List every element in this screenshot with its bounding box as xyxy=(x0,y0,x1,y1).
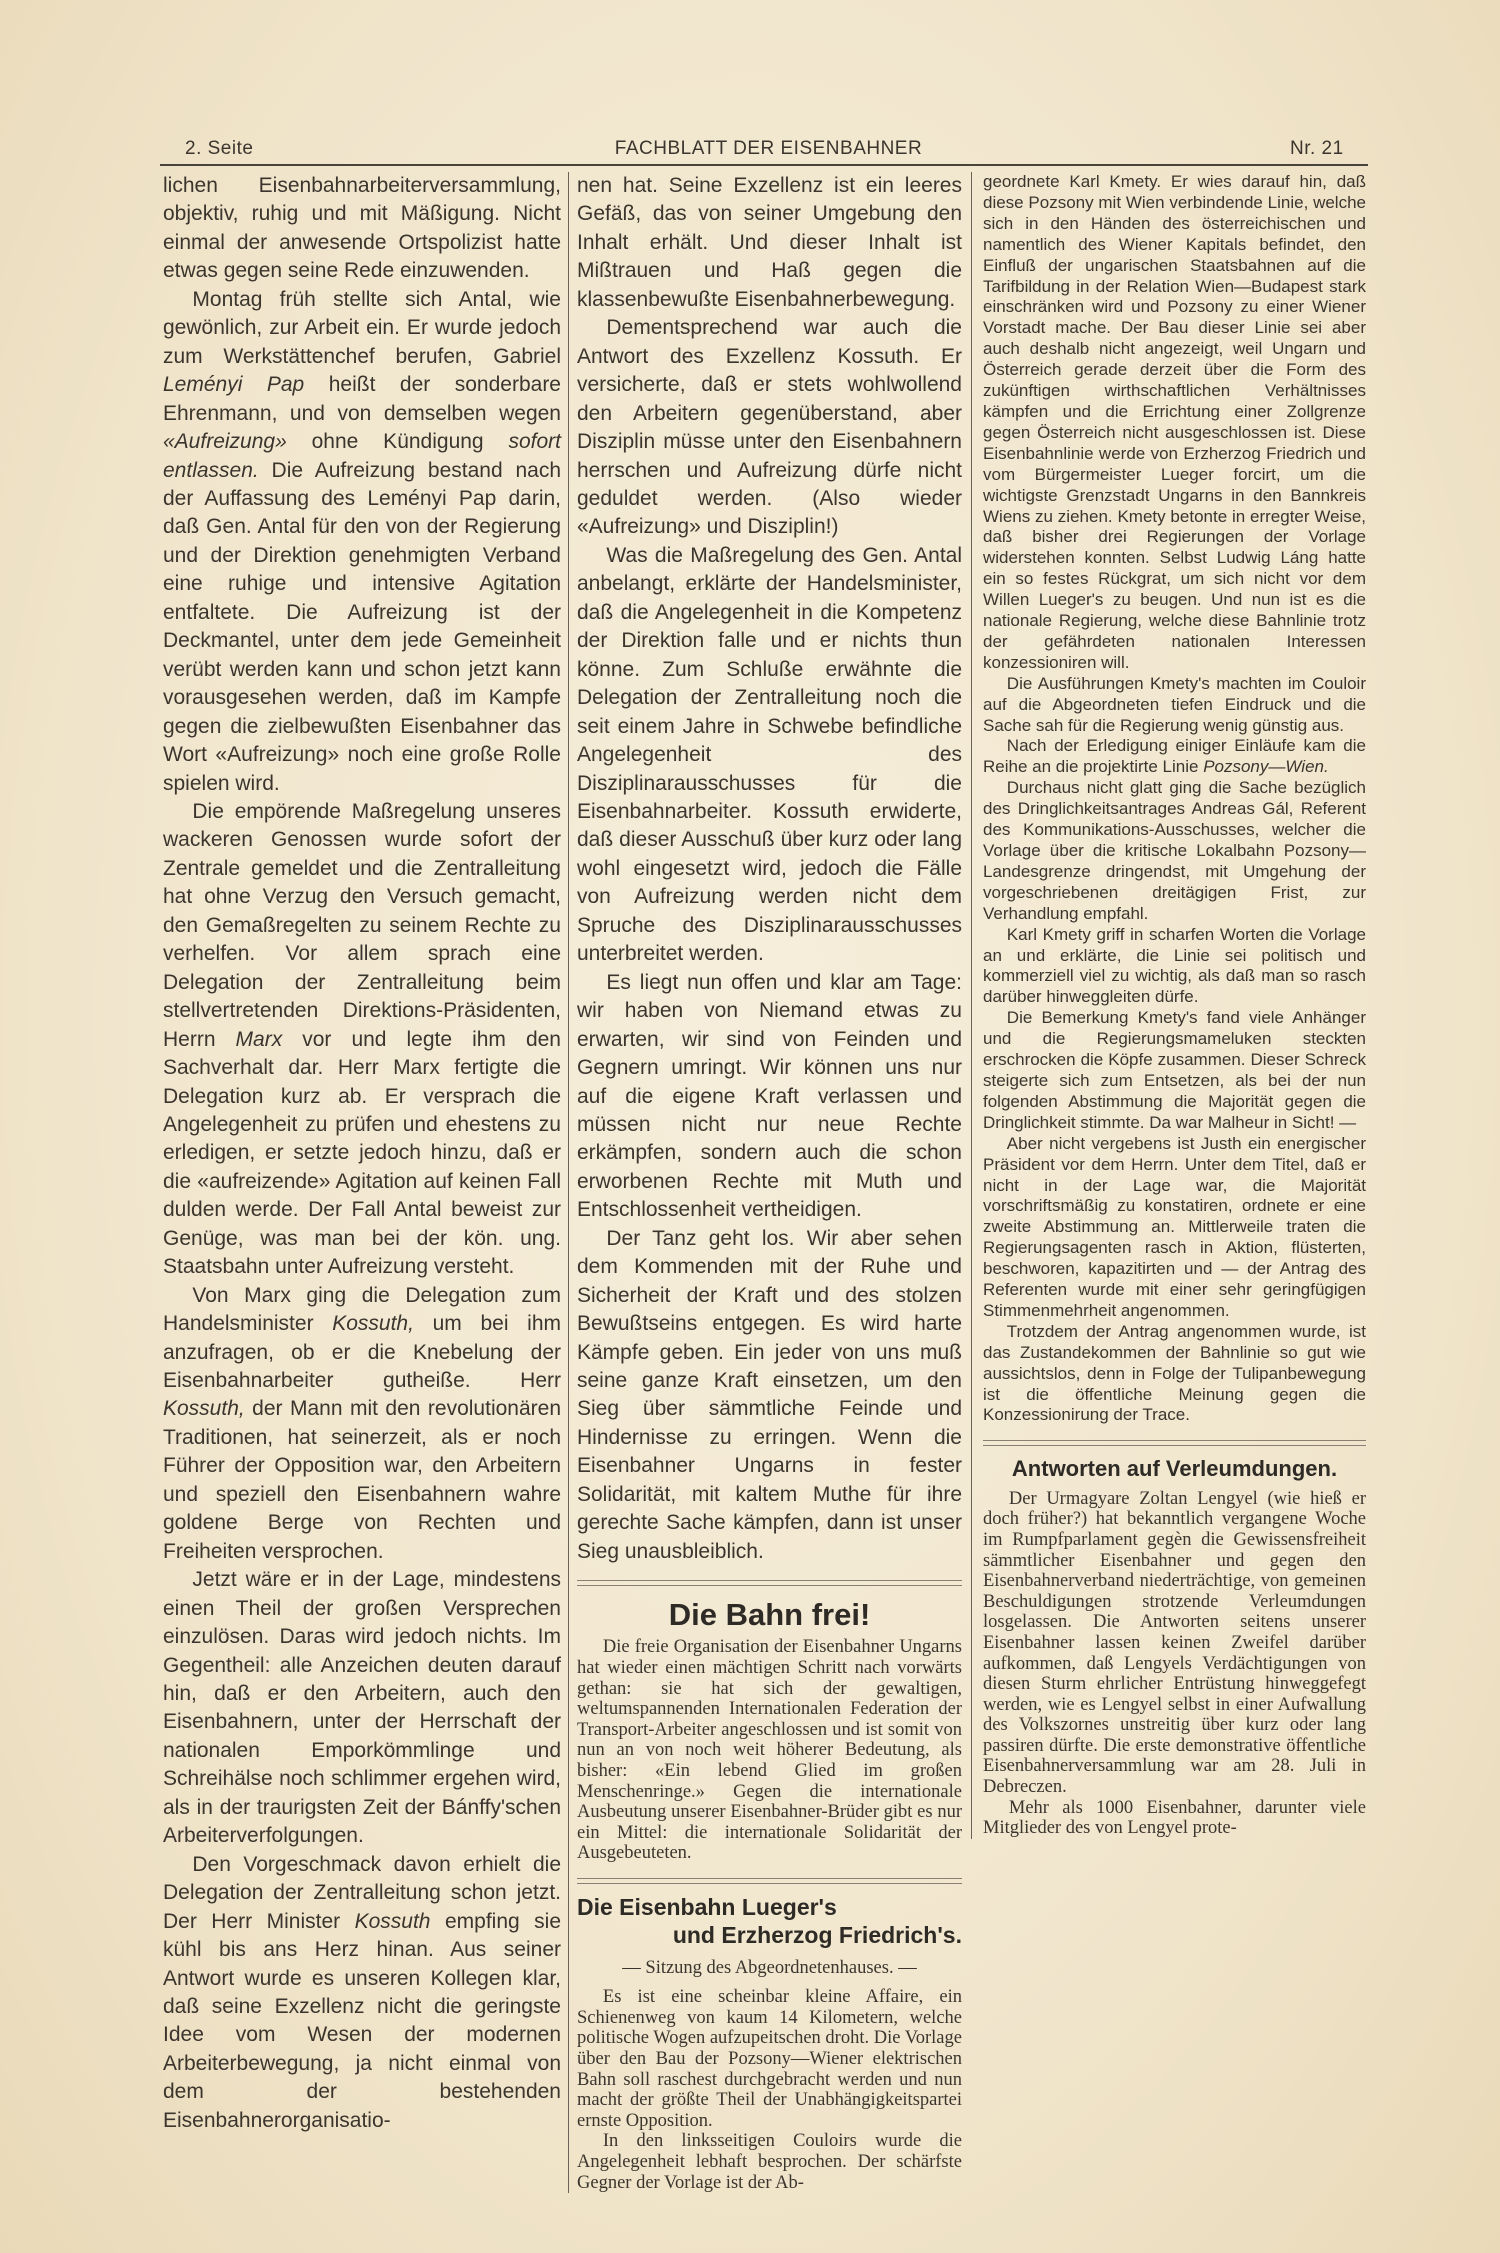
text-run: Montag früh stellte sich Antal, wie gewönlich, zur Arbeit ein. Er wurde jedoch zum Werkstättenchef berufen, Gabriel xyxy=(163,287,561,368)
lueger-subtitle: — Sitzung des Abgeordnetenhauses. — xyxy=(622,1958,917,1979)
newspaper-title: FACHBLATT DER EISENBAHNER xyxy=(614,138,923,159)
text-run: Den Vorgeschmack davon erhielt die Delegation der Zentralleitung schon jetzt. Der Herr Minister xyxy=(163,1852,561,1933)
text-run: In den linksseitigen Couloirs wurde die Angelegenheit lebhaft besprochen. Der schärfste Gegner der Vorlage ist der Ab- xyxy=(577,2131,962,2193)
section-rule xyxy=(983,1440,1366,1446)
lueger-heading-line1: Die Eisenbahn Lueger's xyxy=(577,1893,837,1920)
article-column-3 xyxy=(983,172,1366,1426)
page-number: 2. Seite xyxy=(185,138,254,159)
text-run: Der Tanz geht los. Wir aber sehen dem Kommenden mit der Ruhe und Sicherheit der Kraft und des stolzen Bewußtseins entgegen. Es wird harte Kämpfe geben. Ein jeder von uns muß seine ganze Kraft einsetzen, um den Sieg über sämmtliche Feinde und Hindernisse zu erringen. Wenn die Eisenbahner Ungarns in fester Solidarität, mit kaltem Muthe für ihre gerechte Sache kämpfen, dann ist unser Sieg unausbleiblich. xyxy=(577,1226,962,1563)
emphasized-text: Kossuth, xyxy=(332,1312,414,1336)
text-run: Nach der Erledigung einiger Einläufe kam die Reihe an die projektirte Linie xyxy=(983,736,1366,777)
paragraph xyxy=(577,1637,962,1864)
paragraph xyxy=(983,736,1366,778)
text-run: geordnete Karl Kmety. Er wies darauf hin, daß diese Pozsony mit Wien verbindende Linie, welche sich in den Händen des österreichischen und namentlich des Wiener Kapitals befindet, den Einfluß der ungarischen Staatsbahnen auf die Tarifbildung in der Relation Wien—Budapest stark einschränken wird und Pozsony zu einer Wiener Vorstadt mache. Der Bau dieser Linie sei aber auch deshalb nicht angezeigt, weil Ungarn und Österreich gerade derzeit über die Form des zukünftigen wirthschaftlichen Verhältnisses kämpfen und die Errichtung einer Zollgrenze gegen Österreich nicht ausgeschlossen ist. Diese Eisenbahnlinie werde von Erzherzog Friedrich und vom Bürgermeister Lueger forcirt, um die wichtigste Grenzstadt Ungarns in den Bannkreis Wiens zu ziehen. Kmety betonte in erregter Weise, daß bisher drei Regierungen der Vorlage widerstehen konnten. Selbst Ludwig Láng hatte ein so festes Rückgrat, um sich nicht vor dem Willen Lueger's zu beugen. Und nun ist es die nationale Regierung, welche diese Bahnlinie trotz der gefährdeten nationalen Interessen konzessioniren will. xyxy=(983,172,1366,672)
page-columns xyxy=(163,0,1367,2253)
paragraph xyxy=(163,1566,561,1851)
emphasized-text: «Aufreizung» xyxy=(163,430,287,454)
paragraph xyxy=(163,172,561,286)
emphasized-text: Marx xyxy=(235,1027,283,1051)
paragraph xyxy=(983,1322,1366,1427)
text-run: Von Marx ging die Delegation zum Handelsminister xyxy=(163,1283,561,1336)
paragraph xyxy=(163,1282,561,1567)
text-run: Dementsprechend war auch die Antwort des Exzellenz Kossuth. Er versicherte, daß er stets wohlwollend den Arbeitern gegenüberstand, aber Disziplin müsse unter den Eisenbahnern herrschen und Aufreizung dürfe nicht geduldet werden. (Also wieder «Aufreizung» und Disziplin!) xyxy=(577,316,962,539)
text-run: Jetzt wäre er in der Lage, mindestens einen Theil der großen Versprechen einzulösen. Daras wird jedoch nichts. Im Gegentheil: alle Anzeichen deuten darauf hin, daß er den Arbeitern, auch den Eisenbahnern, unter der Herrschaft der nationalen Emporkömmlinge und Schreihälse noch schlimmer ergehen wird, als in der traurigsten Zeit der Bánffy'schen Arbeiterverfolgungen. xyxy=(163,1568,561,1848)
paragraph xyxy=(983,1134,1366,1322)
text-run: Aber nicht vergebens ist Justh ein energischer Präsident vor dem Herrn. Unter dem Titel, daß er nicht in der Lage war, die Majorität vorschriftsmäßig zu konstatiren, ordnete er eine zweite Abstimmung an. Mittlerweile traten die Regierungsagenten rasch in Aktion, flüsterten, beschworen, kapazitirten und — der Antrag des Referenten wurde mit einer sehr geringfügigen Stimmenmehrheit angenommen. xyxy=(983,1133,1366,1320)
text-run: Die Bemerkung Kmety's fand viele Anhänger und die Regierungsmameluken steckten erschrocken die Köpfe zusammen. Dieser Schreck steigerte sich zum Entsetzen, als bei der nun folgenden Abstimmung die Majorität gegen die Dringlichkeit stimmte. Da war Malheur in Sicht! — xyxy=(983,1008,1366,1132)
paragraph xyxy=(577,542,962,969)
lueger-article xyxy=(577,1987,962,2193)
text-run: der Mann mit den revolutionären Traditionen, hat seinerzeit, als er noch Führer der Opposition war, den Arbeitern und speziell den Eisenbahnern wahre goldene Berge von Rechten und Freiheiten versprochen. xyxy=(163,1397,561,1563)
paragraph xyxy=(983,925,1366,1009)
paragraph xyxy=(577,2131,962,2193)
lueger-heading-line2: und Erzherzog Friedrich's. xyxy=(672,1921,962,1948)
text-run: Was die Maßregelung des Gen. Antal anbelangt, erklärte der Handelsminister, daß die Angelegenheit in die Kompetenz der Direktion falle und er nichts thun könne. Zum Schluße erwähnte die Delegation der Zentralleitung noch die seit einem Jahre in Schwebe befindliche Angelegenheit des Disziplinarausschusses für die Eisenbahnarbeiter. Kossuth erwiderte, daß dieser Ausschuß über kurz oder lang wohl eingesetzt wird, jedoch die Fälle von Aufreizung werden nicht dem Spruche des Disziplinarausschusses unterbreitet werden. xyxy=(577,543,962,966)
text-run: vor und legte ihm den Sachverhalt dar. Herr Marx fertigte die Delegation kurz ab. Er versprach die Angelegenheit zu prüfen und ehestens zu erledigen, er setzte jedoch hinzu, daß er die «aufreizende» Agitation auf keinen Fall dulden werde. Der Fall Antal beweist zur Genüge, was man bei der kön. ung. Staatsbahn unter Aufreizung versteht. xyxy=(163,1027,561,1279)
paragraph xyxy=(577,969,962,1225)
bahn-frei-heading: Die Bahn frei! xyxy=(668,1597,871,1633)
text-run: Die freie Organisation der Eisenbahner Ungarns hat wieder einen mächtigen Schritt nach vorwärts gethan: sie hat sich der gewaltigen, weltumspannenden Internationalen Federation der Transport-Arbeiter angeschlossen und ist somit von nun an von noch weit höherer Bedeutung, als bisher: «Ein lebend Glied im großen Menschenringe.» Gegen die internationale Ausbeutung unserer Eisenbahner-Brüder gibt es nur ein Mittel: die internationale Solidarität der Ausgebeuteten. xyxy=(577,1637,962,1864)
emphasized-text: sofort entlassen. xyxy=(163,430,561,482)
bahn-frei-article xyxy=(577,1637,962,1864)
paragraph xyxy=(983,172,1366,674)
paragraph xyxy=(577,172,962,314)
emphasized-text: Kossuth xyxy=(354,1909,431,1933)
text-run: Die Aufreizung bestand nach der Auffassung des Leményi Pap darin, daß Gen. Antal für den von der Regierung und der Direktion genehmigten Verband eine ruhige und intensive Agitation entfaltete. Die Aufreizung ist der Deckmantel, unter dem jede Gemeinheit verübt werden kann und schon jetzt kann vorausgesehen werden, daß im Kampfe gegen die zielbewußten Eisenbahner das Wort «Aufreizung» noch eine große Rolle spielen wird. xyxy=(163,458,561,795)
paragraph xyxy=(983,1008,1366,1133)
column-2 xyxy=(568,172,971,2193)
paragraph xyxy=(163,798,561,1282)
text-run: ohne Kündigung xyxy=(286,430,509,454)
column-1 xyxy=(163,172,568,2135)
paragraph xyxy=(983,1798,1366,1839)
text-run: Trotzdem der Antrag angenommen wurde, ist das Zustandekommen der Bahnlinie so gut wie aussichtslos, denn in Folge der Tulipanbewegung ist die öffentliche Meinung gegen die Konzessionirung der Trace. xyxy=(983,1321,1366,1425)
emphasized-text: Pozsony—Wien. xyxy=(1203,757,1329,777)
antworten-heading: Antworten auf Verleumdungen. xyxy=(1011,1456,1338,1482)
text-run: Der Urmagyare Zoltan Lengyel (wie hieß er doch früher?) hat bekanntlich vergangene Woche im Rumpfparlament gegèn die Gewissensfreiheit sämmtlicher Eisenbahner und gegen den Eisenbahnerverband niederträchtige, von gemeinen Beschuldigungen strotzende Verleumdungen losgelassen. Die Antworten seitens unserer Eisenbahner lassen keinen Zweifel darüber aufkommen, daß Lengyels Verdächtigungen von diesen Sturm ehrlicher Entrüstung hinweggefegt werden, wie es Lengyel selbst in einer Aufwallung des Volkszornes unstreitig über kurz oder lang passiren dürfte. Die erste demonstrative öffentliche Eisenbahnerversammlung war am 28. Juli in Debreczen. xyxy=(983,1488,1366,1798)
paragraph xyxy=(163,286,561,798)
text-run: Mehr als 1000 Eisenbahner, darunter viele Mitglieder des von Lengyel prote- xyxy=(983,1797,1366,1839)
text-run: Durchaus nicht glatt ging die Sache bezüglich des Dringlichkeitsantrages Andreas Gál, Referent des Kommunikations-Ausschusses, welcher die Vorlage über die kritische Lokalbahn Pozsony—Landesgrenze dringendst, mit Umgehung der vorgeschriebenen dreitägigen Frist, zur Verhandlung empfahl. xyxy=(983,778,1366,923)
paragraph xyxy=(983,778,1366,924)
text-run: Es ist eine scheinbar kleine Affaire, ein Schienenweg von kaum 14 Kilometern, welche politische Wogen aufzupeitschen droht. Die Vorlage über den Bau der Pozsony—Wiener elektrischen Bahn soll raschest durchgebracht werden und nun macht der größte Theil der Unabhängigkeitspartei ernste Opposition. xyxy=(577,1987,962,2131)
text-run: Die Ausführungen Kmety's machten im Couloir auf die Abgeordneten tiefen Eindruck und die Sache sah für die Regierung wenig günstig aus. xyxy=(983,673,1366,735)
section-rule xyxy=(577,1878,962,1884)
section-rule xyxy=(577,1580,962,1586)
paragraph xyxy=(983,674,1366,737)
text-run: heißt der sonderbare Ehrenmann, und von demselben wegen xyxy=(163,373,561,425)
paragraph xyxy=(983,1489,1366,1798)
text-run: empfing sie kühl bis ans Herz hinan. Aus seiner Antwort wurde es unseren Kollegen klar, daß seine Exzellenz nicht die geringste Idee vom Wesen der modernen Arbeiterbewegung, ja nicht einmal von dem der bestehenden Eisenbahnerorganisatio- xyxy=(163,1909,561,2132)
text-run: Es liegt nun offen und klar am Tage: wir haben von Niemand etwas zu erwarten, wir sind von Feinden und Gegnern umringt. Wir können uns nur auf die eigene Kraft verlassen und müssen nicht nur neue Rechte erkämpfen, sondern auch die schon erworbenen Rechte mit Muth und Entschlossenheit vertheidigen. xyxy=(577,970,962,1222)
text-run: Die empörende Maßregelung unseres wackeren Genossen wurde sofort der Zentrale gemeldet und die Zentralleitung hat ohne Verzug den Versuch gemacht, den Gemaßregelten zu seinem Rechte zu verhelfen. Vor allem sprach eine Delegation der Zentralleitung beim stellvertretenden Direktions-Präsidenten, Herrn xyxy=(163,799,561,1051)
paragraph xyxy=(163,1851,561,2136)
text-run: lichen Eisenbahnarbeiterversammlung, objektiv, ruhig und mit Mäßigung. Nicht einmal der anwesende Ortspolizist hatte etwas gegen seine Rede einzuwenden. xyxy=(163,174,561,283)
text-run: um bei ihm anzufragen, ob er die Knebelung der Eisenbahnarbeiter gutheiße. Herr xyxy=(163,1312,561,1393)
article-column-1 xyxy=(163,172,561,2135)
paragraph xyxy=(577,1987,962,2131)
column-3 xyxy=(971,172,1366,1839)
antworten-article xyxy=(983,1489,1366,1839)
paragraph xyxy=(577,1225,962,1566)
paragraph xyxy=(577,314,962,542)
issue-number: Nr. 21 xyxy=(1290,138,1344,159)
article-column-2 xyxy=(577,172,962,1566)
text-run: nen hat. Seine Exzellenz ist ein leeres Gefäß, das von seiner Umgebung den Inhalt erhält. Und dieser Inhalt ist Mißtrauen und Haß gegen die klassenbewußte Eisenbahnerbewegung. xyxy=(577,174,962,311)
text-run: Karl Kmety griff in scharfen Worten die Vorlage an und erklärte, die Linie sei politisch und kommerziell viel zu wichtig, als daß man so rasch darüber hinweggleiten dürfe. xyxy=(983,924,1366,1007)
emphasized-text: Leményi Pap xyxy=(163,373,305,397)
emphasized-text: Kossuth, xyxy=(163,1397,245,1421)
